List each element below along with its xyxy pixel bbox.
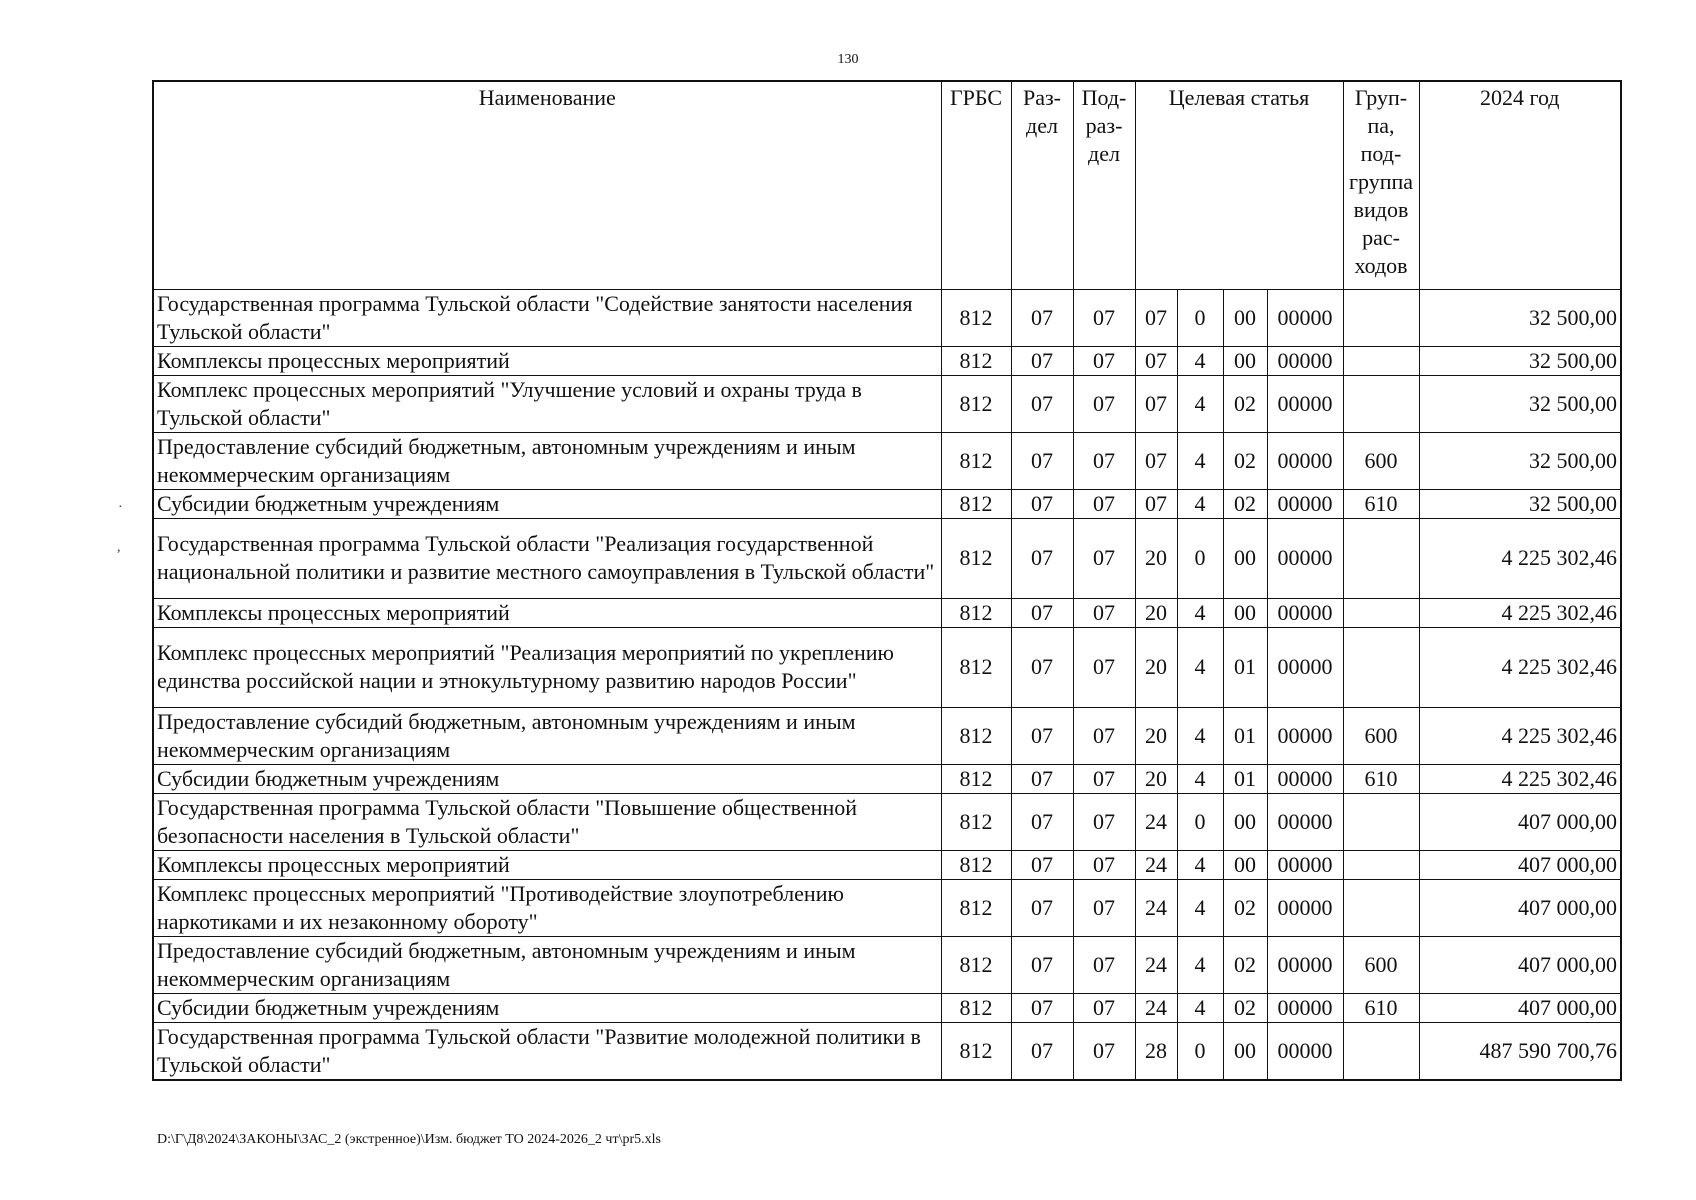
- cell-razdel: 07: [1011, 518, 1073, 598]
- cell-amount-2024: 32 500,00: [1419, 432, 1621, 489]
- cell-grbs: 812: [941, 518, 1011, 598]
- cell-target-type: 0: [1177, 289, 1223, 346]
- cell-expense-group: [1343, 346, 1419, 375]
- cell-grbs: 812: [941, 289, 1011, 346]
- scan-mark: ,: [117, 540, 121, 555]
- cell-target-direction: 00000: [1267, 489, 1343, 518]
- cell-target-type: 0: [1177, 793, 1223, 850]
- cell-target-structure: 00: [1223, 518, 1267, 598]
- cell-target-type: 4: [1177, 627, 1223, 707]
- col-header-name: Наименование: [153, 81, 941, 289]
- page-number: 130: [837, 52, 859, 67]
- col-header-group: Груп- па, под- группа видов рас- ходов: [1343, 81, 1419, 289]
- cell-podrazdel: 07: [1073, 936, 1135, 993]
- budget-table: [152, 80, 1622, 1081]
- cell-target-type: 4: [1177, 993, 1223, 1022]
- cell-amount-2024: 407 000,00: [1419, 879, 1621, 936]
- cell-expense-group: [1343, 793, 1419, 850]
- cell-target-direction: 00000: [1267, 879, 1343, 936]
- cell-target-direction: 00000: [1267, 764, 1343, 793]
- cell-podrazdel: 07: [1073, 289, 1135, 346]
- cell-name: Комплексы процессных мероприятий: [153, 346, 941, 375]
- cell-razdel: 07: [1011, 432, 1073, 489]
- table-row: [153, 432, 1621, 489]
- cell-grbs: 812: [941, 764, 1011, 793]
- cell-grbs: 812: [941, 489, 1011, 518]
- table-row: [153, 879, 1621, 936]
- cell-grbs: 812: [941, 793, 1011, 850]
- cell-podrazdel: 07: [1073, 993, 1135, 1022]
- cell-grbs: 812: [941, 598, 1011, 627]
- cell-podrazdel: 07: [1073, 375, 1135, 432]
- cell-target-program: 24: [1135, 793, 1177, 850]
- cell-razdel: 07: [1011, 375, 1073, 432]
- cell-target-direction: 00000: [1267, 375, 1343, 432]
- cell-name: Государственная программа Тульской области "Содействие занятости населения Тульской области": [153, 289, 941, 346]
- table-row: [153, 518, 1621, 598]
- cell-target-type: 4: [1177, 850, 1223, 879]
- cell-target-type: 4: [1177, 707, 1223, 764]
- cell-target-program: 20: [1135, 707, 1177, 764]
- table-row: [153, 375, 1621, 432]
- cell-target-direction: 00000: [1267, 1022, 1343, 1080]
- cell-razdel: 07: [1011, 793, 1073, 850]
- cell-expense-group: [1343, 518, 1419, 598]
- cell-name: Государственная программа Тульской области "Повышение общественной безопасности населения в Тульской области": [153, 793, 941, 850]
- cell-name: Комплекс процессных мероприятий "Противодействие злоупотреблению наркотиками и их незаконному обороту": [153, 879, 941, 936]
- cell-name: Государственная программа Тульской области "Развитие молодежной политики в Тульской области": [153, 1022, 941, 1080]
- cell-razdel: 07: [1011, 850, 1073, 879]
- cell-expense-group: [1343, 1022, 1419, 1080]
- col-header-target: Целевая статья: [1135, 81, 1343, 289]
- cell-expense-group: 610: [1343, 764, 1419, 793]
- cell-podrazdel: 07: [1073, 598, 1135, 627]
- cell-grbs: 812: [941, 627, 1011, 707]
- cell-podrazdel: 07: [1073, 764, 1135, 793]
- cell-amount-2024: 407 000,00: [1419, 936, 1621, 993]
- cell-target-direction: 00000: [1267, 518, 1343, 598]
- cell-amount-2024: 32 500,00: [1419, 489, 1621, 518]
- cell-target-type: 4: [1177, 432, 1223, 489]
- scan-mark: ·: [118, 500, 123, 515]
- cell-target-program: 24: [1135, 850, 1177, 879]
- col-header-razdel: Раз- дел: [1011, 81, 1073, 289]
- cell-target-direction: 00000: [1267, 432, 1343, 489]
- footer-file-path: D:\Г\Д8\2024\ЗАКОНЫ\ЗАС_2 (экстренное)\Изм. бюджет ТО 2024-2026_2 чт\pr5.xls: [157, 1132, 661, 1147]
- cell-target-program: 24: [1135, 936, 1177, 993]
- cell-amount-2024: 407 000,00: [1419, 850, 1621, 879]
- cell-target-direction: 00000: [1267, 993, 1343, 1022]
- cell-target-program: 20: [1135, 598, 1177, 627]
- cell-grbs: 812: [941, 1022, 1011, 1080]
- cell-expense-group: [1343, 850, 1419, 879]
- cell-expense-group: [1343, 627, 1419, 707]
- cell-expense-group: 600: [1343, 707, 1419, 764]
- cell-grbs: 812: [941, 936, 1011, 993]
- cell-podrazdel: 07: [1073, 879, 1135, 936]
- cell-razdel: 07: [1011, 936, 1073, 993]
- cell-target-structure: 01: [1223, 707, 1267, 764]
- cell-podrazdel: 07: [1073, 432, 1135, 489]
- cell-name: Комплекс процессных мероприятий "Реализация мероприятий по укреплению единства российской нации и этнокультурному развитию народов России": [153, 627, 941, 707]
- cell-razdel: 07: [1011, 289, 1073, 346]
- cell-razdel: 07: [1011, 1022, 1073, 1080]
- table-body: [153, 289, 1621, 1080]
- cell-amount-2024: 4 225 302,46: [1419, 627, 1621, 707]
- cell-name: Предоставление субсидий бюджетным, автономным учреждениям и иным некоммерческим организациям: [153, 936, 941, 993]
- cell-target-structure: 00: [1223, 850, 1267, 879]
- cell-target-direction: 00000: [1267, 346, 1343, 375]
- cell-podrazdel: 07: [1073, 850, 1135, 879]
- cell-amount-2024: 32 500,00: [1419, 375, 1621, 432]
- cell-razdel: 07: [1011, 707, 1073, 764]
- cell-target-structure: 00: [1223, 598, 1267, 627]
- cell-target-type: 0: [1177, 1022, 1223, 1080]
- col-header-year: 2024 год: [1419, 81, 1621, 289]
- table-row: [153, 627, 1621, 707]
- cell-name: Субсидии бюджетным учреждениям: [153, 764, 941, 793]
- cell-target-program: 20: [1135, 518, 1177, 598]
- table-row: [153, 793, 1621, 850]
- cell-podrazdel: 07: [1073, 346, 1135, 375]
- table-row: [153, 764, 1621, 793]
- cell-podrazdel: 07: [1073, 1022, 1135, 1080]
- cell-target-type: 4: [1177, 936, 1223, 993]
- cell-target-program: 07: [1135, 289, 1177, 346]
- table-row: [153, 850, 1621, 879]
- table-row: [153, 993, 1621, 1022]
- cell-target-direction: 00000: [1267, 627, 1343, 707]
- cell-target-structure: 01: [1223, 764, 1267, 793]
- cell-target-structure: 02: [1223, 993, 1267, 1022]
- cell-target-type: 4: [1177, 764, 1223, 793]
- table-row: [153, 936, 1621, 993]
- cell-target-type: 4: [1177, 346, 1223, 375]
- cell-target-direction: 00000: [1267, 850, 1343, 879]
- table-row: [153, 489, 1621, 518]
- table-row: [153, 707, 1621, 764]
- cell-amount-2024: 32 500,00: [1419, 346, 1621, 375]
- cell-amount-2024: 407 000,00: [1419, 793, 1621, 850]
- cell-expense-group: [1343, 598, 1419, 627]
- table-row: [153, 346, 1621, 375]
- col-header-grbs: ГРБС: [941, 81, 1011, 289]
- cell-podrazdel: 07: [1073, 793, 1135, 850]
- cell-podrazdel: 07: [1073, 518, 1135, 598]
- cell-name: Государственная программа Тульской области "Реализация государственной национальной политики и развитие местного самоуправления в Тульской области": [153, 518, 941, 598]
- cell-target-program: 07: [1135, 375, 1177, 432]
- cell-razdel: 07: [1011, 879, 1073, 936]
- cell-grbs: 812: [941, 707, 1011, 764]
- cell-expense-group: 610: [1343, 993, 1419, 1022]
- cell-target-direction: 00000: [1267, 707, 1343, 764]
- cell-target-type: 4: [1177, 879, 1223, 936]
- cell-name: Комплекс процессных мероприятий "Улучшение условий и охраны труда в Тульской области": [153, 375, 941, 432]
- cell-target-structure: 02: [1223, 432, 1267, 489]
- cell-razdel: 07: [1011, 627, 1073, 707]
- cell-razdel: 07: [1011, 598, 1073, 627]
- cell-podrazdel: 07: [1073, 707, 1135, 764]
- table-row: [153, 289, 1621, 346]
- cell-grbs: 812: [941, 993, 1011, 1022]
- cell-grbs: 812: [941, 850, 1011, 879]
- cell-amount-2024: 4 225 302,46: [1419, 598, 1621, 627]
- cell-grbs: 812: [941, 432, 1011, 489]
- cell-target-program: 20: [1135, 627, 1177, 707]
- cell-amount-2024: 32 500,00: [1419, 289, 1621, 346]
- cell-name: Комплексы процессных мероприятий: [153, 850, 941, 879]
- cell-razdel: 07: [1011, 489, 1073, 518]
- cell-grbs: 812: [941, 879, 1011, 936]
- cell-expense-group: [1343, 289, 1419, 346]
- cell-target-type: 4: [1177, 598, 1223, 627]
- cell-target-structure: 01: [1223, 627, 1267, 707]
- cell-target-structure: 00: [1223, 346, 1267, 375]
- cell-razdel: 07: [1011, 993, 1073, 1022]
- cell-expense-group: 610: [1343, 489, 1419, 518]
- cell-target-structure: 02: [1223, 936, 1267, 993]
- table-header-row: [153, 81, 1621, 289]
- cell-target-program: 24: [1135, 879, 1177, 936]
- col-header-podrazdel: Под- раз- дел: [1073, 81, 1135, 289]
- cell-target-program: 20: [1135, 764, 1177, 793]
- cell-expense-group: [1343, 879, 1419, 936]
- cell-amount-2024: 4 225 302,46: [1419, 764, 1621, 793]
- cell-grbs: 812: [941, 375, 1011, 432]
- cell-razdel: 07: [1011, 764, 1073, 793]
- cell-target-structure: 02: [1223, 375, 1267, 432]
- cell-target-direction: 00000: [1267, 289, 1343, 346]
- cell-target-type: 4: [1177, 375, 1223, 432]
- cell-expense-group: 600: [1343, 432, 1419, 489]
- cell-target-structure: 00: [1223, 793, 1267, 850]
- cell-target-program: 07: [1135, 432, 1177, 489]
- cell-target-program: 28: [1135, 1022, 1177, 1080]
- cell-target-program: 07: [1135, 346, 1177, 375]
- cell-podrazdel: 07: [1073, 489, 1135, 518]
- cell-target-direction: 00000: [1267, 598, 1343, 627]
- cell-target-structure: 02: [1223, 879, 1267, 936]
- cell-grbs: 812: [941, 346, 1011, 375]
- cell-expense-group: [1343, 375, 1419, 432]
- cell-target-direction: 00000: [1267, 936, 1343, 993]
- cell-name: Предоставление субсидий бюджетным, автономным учреждениям и иным некоммерческим организациям: [153, 432, 941, 489]
- cell-amount-2024: 4 225 302,46: [1419, 518, 1621, 598]
- cell-target-type: 0: [1177, 518, 1223, 598]
- cell-podrazdel: 07: [1073, 627, 1135, 707]
- table-row: [153, 1022, 1621, 1080]
- cell-razdel: 07: [1011, 346, 1073, 375]
- cell-target-structure: 00: [1223, 289, 1267, 346]
- cell-amount-2024: 487 590 700,76: [1419, 1022, 1621, 1080]
- cell-name: Субсидии бюджетным учреждениям: [153, 489, 941, 518]
- cell-target-program: 24: [1135, 993, 1177, 1022]
- cell-target-program: 07: [1135, 489, 1177, 518]
- cell-name: Субсидии бюджетным учреждениям: [153, 993, 941, 1022]
- cell-target-type: 4: [1177, 489, 1223, 518]
- cell-amount-2024: 4 225 302,46: [1419, 707, 1621, 764]
- cell-name: Предоставление субсидий бюджетным, автономным учреждениям и иным некоммерческим организациям: [153, 707, 941, 764]
- cell-amount-2024: 407 000,00: [1419, 993, 1621, 1022]
- cell-expense-group: 600: [1343, 936, 1419, 993]
- cell-name: Комплексы процессных мероприятий: [153, 598, 941, 627]
- cell-target-structure: 00: [1223, 1022, 1267, 1080]
- table-row: [153, 598, 1621, 627]
- cell-target-direction: 00000: [1267, 793, 1343, 850]
- cell-target-structure: 02: [1223, 489, 1267, 518]
